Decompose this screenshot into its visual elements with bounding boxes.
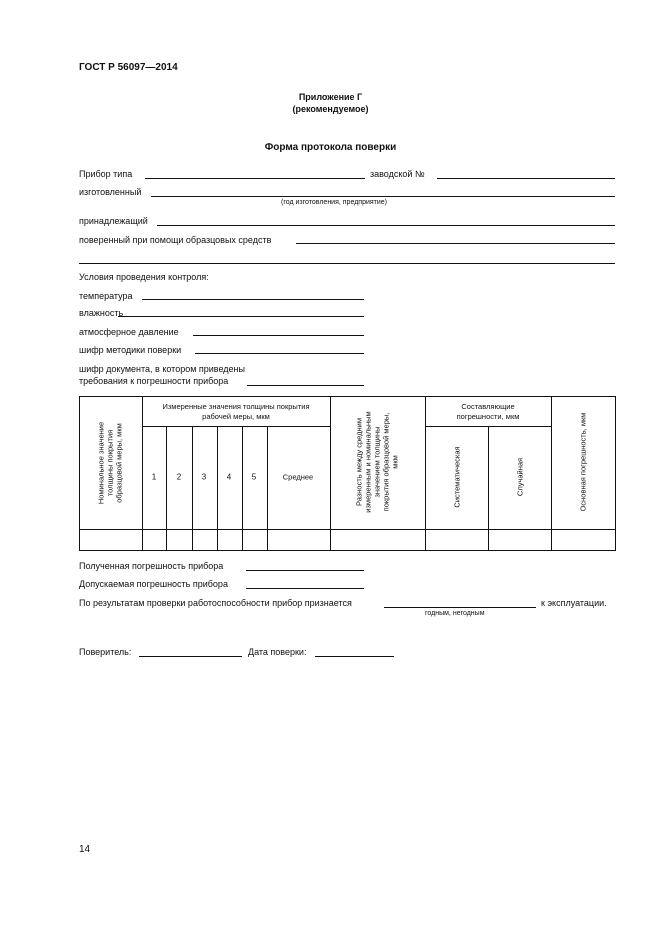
humidity-label: влажность <box>79 308 124 318</box>
page-number: 14 <box>79 844 91 855</box>
pressure-line[interactable] <box>193 335 364 336</box>
serial-no-line[interactable] <box>437 178 615 179</box>
allowed-error-label: Допускаемая погрешность прибора <box>79 579 228 589</box>
doc-label-line1: шифр документа, в котором приведены <box>79 364 245 374</box>
col-divider <box>330 396 331 550</box>
doc-label-line2: требования к погрешности прибора <box>79 376 229 386</box>
date-label: Дата поверки: <box>248 647 307 657</box>
group-divider <box>425 426 551 427</box>
col-systematic-header: Систематическая <box>452 446 462 508</box>
table-cell[interactable] <box>218 530 242 549</box>
table-cell[interactable] <box>193 530 217 549</box>
temperature-label: температура <box>79 291 133 301</box>
appendix-subtitle: (рекомендуемое) <box>292 104 369 114</box>
table-cell[interactable] <box>243 530 267 549</box>
device-type-label: Прибор типа <box>79 169 133 179</box>
manufactured-hint: (год изготовления, предприятие) <box>281 199 388 206</box>
sub-col-3: 3 <box>201 472 207 482</box>
col-nominal-header: Номинальное значение толщины покрытия образцовой меры, мкм <box>96 421 124 505</box>
owner-line[interactable] <box>157 225 615 226</box>
col-basic-header: Основная погрешность, мкм <box>578 412 588 512</box>
col-random-header: Случайная <box>515 457 525 497</box>
device-type-line[interactable] <box>145 178 365 179</box>
table-cell[interactable] <box>331 530 425 549</box>
table-cell[interactable] <box>143 530 166 549</box>
verdict-label: По результатам проверки работоспособности прибор признается <box>79 598 352 608</box>
method-label: шифр методики поверки <box>79 345 182 355</box>
date-line[interactable] <box>315 656 394 657</box>
appendix-title: Приложение Г <box>298 92 363 102</box>
table-cell[interactable] <box>80 530 142 549</box>
manufactured-line[interactable] <box>151 196 615 197</box>
sub-col-2: 2 <box>176 472 182 482</box>
obtained-error-label: Полученная погрешность прибора <box>79 561 224 571</box>
table-cell[interactable] <box>268 530 330 549</box>
owner-label: принадлежащий <box>79 216 148 226</box>
serial-no-label: заводской № <box>370 169 425 179</box>
verified-with-line[interactable] <box>296 243 615 244</box>
table-cell[interactable] <box>552 530 613 549</box>
blank-line[interactable] <box>79 263 615 264</box>
table-cell[interactable] <box>489 530 551 549</box>
humidity-line[interactable] <box>118 316 364 317</box>
table-cell[interactable] <box>426 530 488 549</box>
obtained-error-line[interactable] <box>246 570 364 571</box>
sub-col-5: 5 <box>251 472 257 482</box>
col-measured-group-header: Измеренные значения толщины покрытия рабочей меры, мкм <box>162 402 310 421</box>
group-divider <box>142 426 330 427</box>
verifier-label: Поверитель: <box>79 647 132 657</box>
col-difference-header: Разность между средним измеренным и номинальным значением толщины покрытия образцовой меры, мкм <box>354 411 400 513</box>
standard-number: ГОСТ Р 56097—2014 <box>79 62 178 73</box>
table-cell[interactable] <box>167 530 192 549</box>
verifier-line[interactable] <box>139 656 242 657</box>
col-divider <box>551 396 552 550</box>
verdict-suffix: к эксплуатации. <box>541 598 607 608</box>
verdict-line[interactable] <box>384 607 536 608</box>
conditions-title: Условия проведения контроля: <box>79 272 209 282</box>
allowed-error-line[interactable] <box>246 588 364 589</box>
sub-col-average: Среднее <box>282 472 314 482</box>
col-components-group-header: Составляющие погрешности, мкм <box>456 402 520 421</box>
doc-line[interactable] <box>247 385 364 386</box>
verdict-hint: годным, негодным <box>425 610 485 617</box>
form-title: Форма протокола поверки <box>264 142 397 153</box>
manufactured-label: изготовленный <box>79 187 142 197</box>
sub-col-1: 1 <box>151 472 157 482</box>
method-line[interactable] <box>195 353 364 354</box>
pressure-label: атмосферное давление <box>79 327 179 337</box>
sub-col-4: 4 <box>226 472 232 482</box>
temperature-line[interactable] <box>142 299 364 300</box>
verified-with-label: поверенный при помощи образцовых средств <box>79 235 272 245</box>
